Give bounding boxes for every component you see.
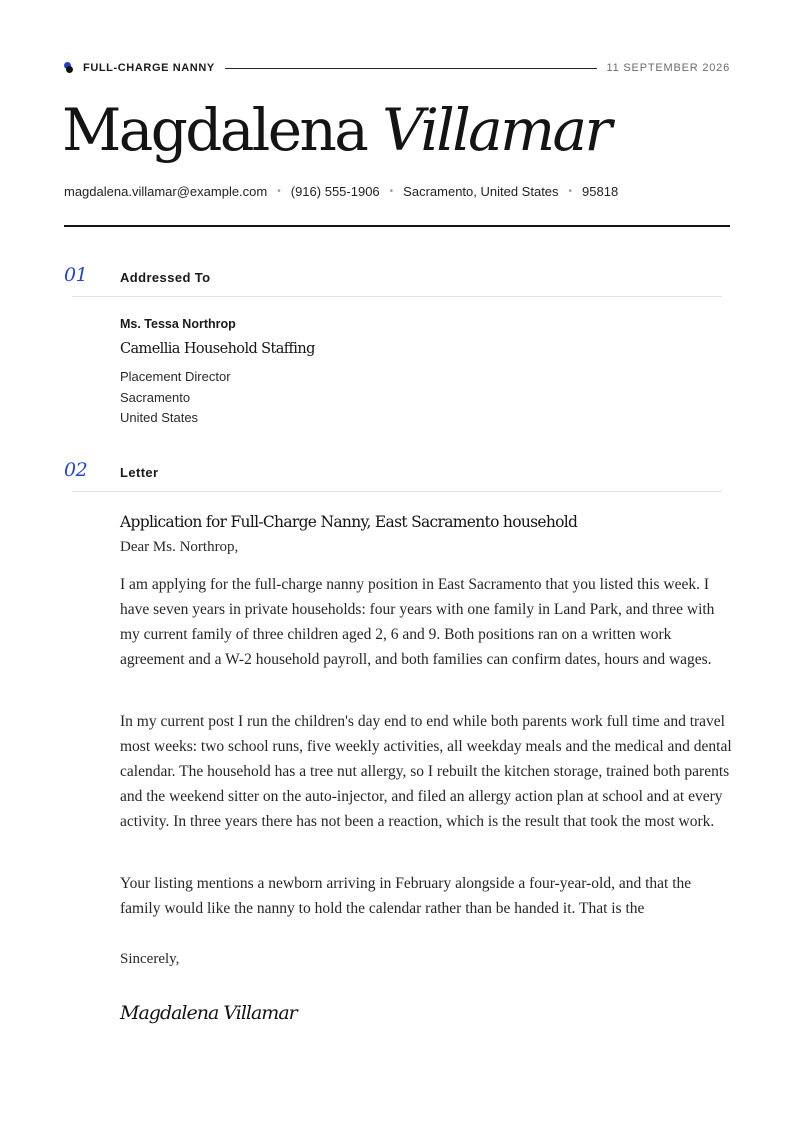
section-title-addressed-to: Addressed To (120, 270, 211, 285)
applicant-name (62, 92, 610, 168)
recipient-role: Placement Director (120, 369, 231, 384)
section-number: 02 (64, 459, 88, 481)
letter-date: 11 SEPTEMBER 2026 (606, 62, 730, 74)
letter-paragraph: In my current post I run the children's day end to end while both parents work full time and travel most weeks: two school runs, five weekly activities, all weekday meals and the medical and dental calendar. The household has a tree nut allergy, so I rebuilt the kitchen storage, trained both parents and the weekend sitter on the auto-injector, and filed an allergy action plan at school and at every activity. In three years there has not been a reaction, which is the result that took the most work. (120, 713, 732, 830)
separator-dot: • (389, 186, 394, 197)
contact-phone[interactable]: (916) 555-1906 (290, 184, 380, 199)
section-rule (72, 491, 722, 492)
separator-dot: • (277, 186, 281, 197)
first-name: Magdalena (62, 96, 367, 164)
contact-location: Sacramento, United States (403, 184, 559, 199)
recipient-country: United States (120, 410, 199, 425)
brand-dots-icon (64, 62, 74, 74)
black-dot (66, 66, 73, 73)
header-rule (225, 68, 597, 69)
contact-line (64, 184, 618, 199)
letter-paragraph: Your listing mentions a newborn arriving in February alongside a four-year-old, and that the family would like the nanny to hold the calendar rather than be handed it. That is the (120, 875, 692, 917)
letter-subject: Application for Full-Charge Nanny, East Sacramento household (120, 513, 578, 531)
section-number: 01 (64, 264, 88, 286)
letter-salutation: Dear Ms. Northrop, (120, 539, 239, 555)
section-rule (72, 296, 722, 297)
recipient-company: Camellia Household Staffing (120, 341, 315, 357)
signature: Magdalena Villamar (120, 1002, 297, 1024)
header-divider (64, 225, 730, 227)
letter-paragraph: I am applying for the full-charge nanny position in East Sacramento that you listed this week. I have seven years in private households: four years with one family in Land Park, and three with my current family of three children aged 2, 6 and 9. Both positions ran on a written work agreement and a W-2 household payroll, and both families can confirm dates, hours and wages. (120, 576, 715, 668)
header-bar (64, 61, 730, 75)
contact-email[interactable]: magdalena.villamar@example.com (64, 184, 268, 199)
section-title-letter: Letter (120, 465, 159, 480)
contact-zip: 95818 (582, 184, 619, 199)
last-name: Villamar (382, 96, 610, 164)
separator-dot: • (568, 186, 573, 197)
letter-closing: Sincerely, (120, 951, 180, 967)
job-title-eyebrow: FULL-CHARGE NANNY (83, 62, 215, 74)
recipient-city: Sacramento (120, 390, 191, 405)
recipient-name: Ms. Tessa Northrop (120, 317, 236, 331)
